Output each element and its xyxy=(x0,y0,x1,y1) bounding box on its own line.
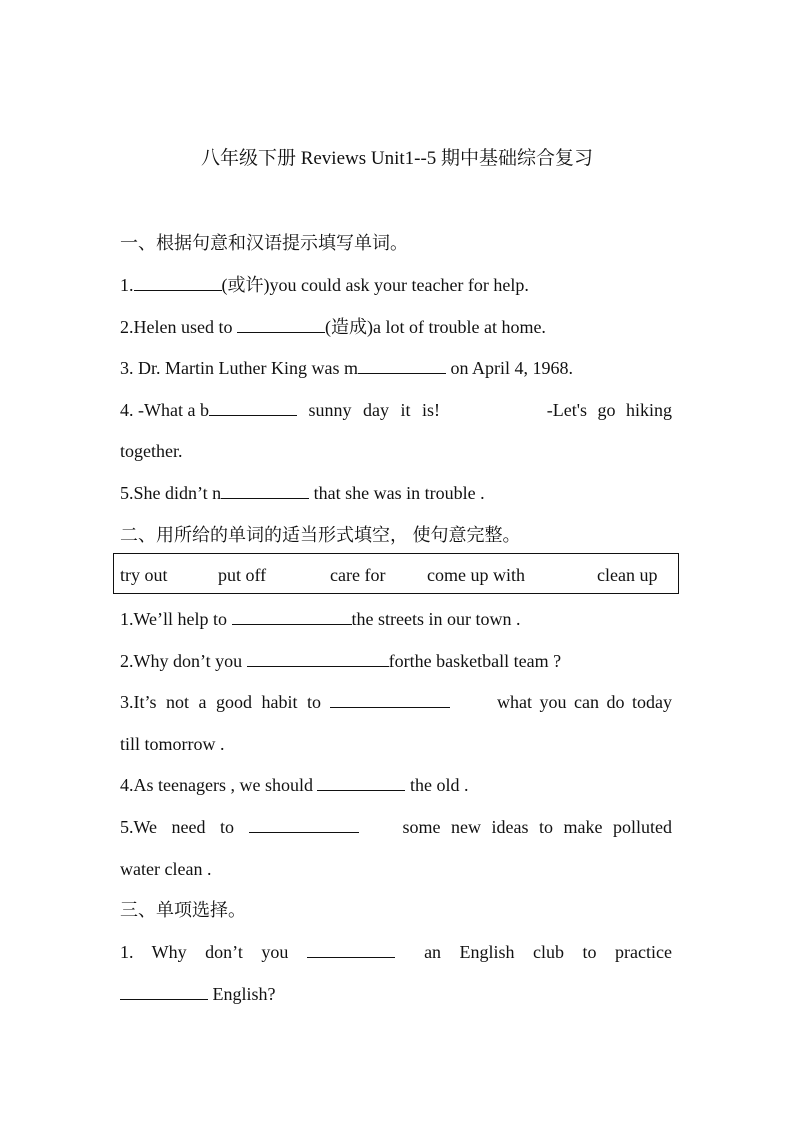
s2-question-2: 2.Why don’t you forthe basketball team ? xyxy=(120,648,672,674)
answer-blank[interactable] xyxy=(317,772,405,791)
answer-blank[interactable] xyxy=(249,814,359,833)
s1-question-5: 5.She didn’t n that she was in trouble . xyxy=(120,480,672,506)
section3-heading: 三、单项选择。 xyxy=(120,900,246,920)
word-bank-item: try out xyxy=(120,565,168,585)
answer-blank[interactable] xyxy=(358,355,446,374)
word-bank-item: put off xyxy=(218,565,267,585)
s1-question-4: 4. -What a b sunny day it is! -Let's go hiking xyxy=(120,397,672,423)
answer-blank[interactable] xyxy=(209,397,297,416)
answer-blank[interactable] xyxy=(237,314,325,333)
answer-blank[interactable] xyxy=(134,272,222,291)
word-bank-item: come up with xyxy=(427,565,525,585)
answer-blank[interactable] xyxy=(330,689,450,708)
s2-question-3-cont: till tomorrow . xyxy=(120,734,225,754)
answer-blank[interactable] xyxy=(120,981,208,1000)
section1-heading: 一、根据句意和汉语提示填写单词。 xyxy=(120,233,408,253)
s3-question-1: 1. Why don’t you an English club to practice xyxy=(120,939,672,965)
word-bank xyxy=(113,553,679,594)
answer-blank[interactable] xyxy=(307,939,395,958)
s3-question-1-cont: English? xyxy=(120,981,672,1007)
s1-question-1: 1. (或许)you could ask your teacher for help. xyxy=(120,272,672,298)
s2-question-5-cont: water clean . xyxy=(120,859,212,879)
answer-blank[interactable] xyxy=(221,480,309,499)
page-title: 八年级下册 Reviews Unit1--5 期中基础综合复习 xyxy=(200,148,594,169)
section2-heading: 二、用所给的单词的适当形式填空， 使句意完整。 xyxy=(120,525,521,545)
s1-question-4-cont: together. xyxy=(120,441,183,461)
word-bank-item: care for xyxy=(330,565,386,585)
s2-question-4: 4.As teenagers , we should the old . xyxy=(120,772,672,798)
word-bank-item: clean up xyxy=(597,565,658,585)
answer-blank[interactable] xyxy=(232,606,352,625)
s2-question-1: 1.We’ll help to the streets in our town . xyxy=(120,606,672,632)
answer-blank[interactable] xyxy=(247,648,389,667)
s1-question-2: 2.Helen used to (造成)a lot of trouble at home. xyxy=(120,314,672,340)
s2-question-3: 3.It’s not a good habit to what you can do today xyxy=(120,689,672,715)
s2-question-5: 5.We need to some new ideas to make polluted xyxy=(120,814,672,840)
s1-question-3: 3. Dr. Martin Luther King was m on April 4, 1968. xyxy=(120,355,672,381)
